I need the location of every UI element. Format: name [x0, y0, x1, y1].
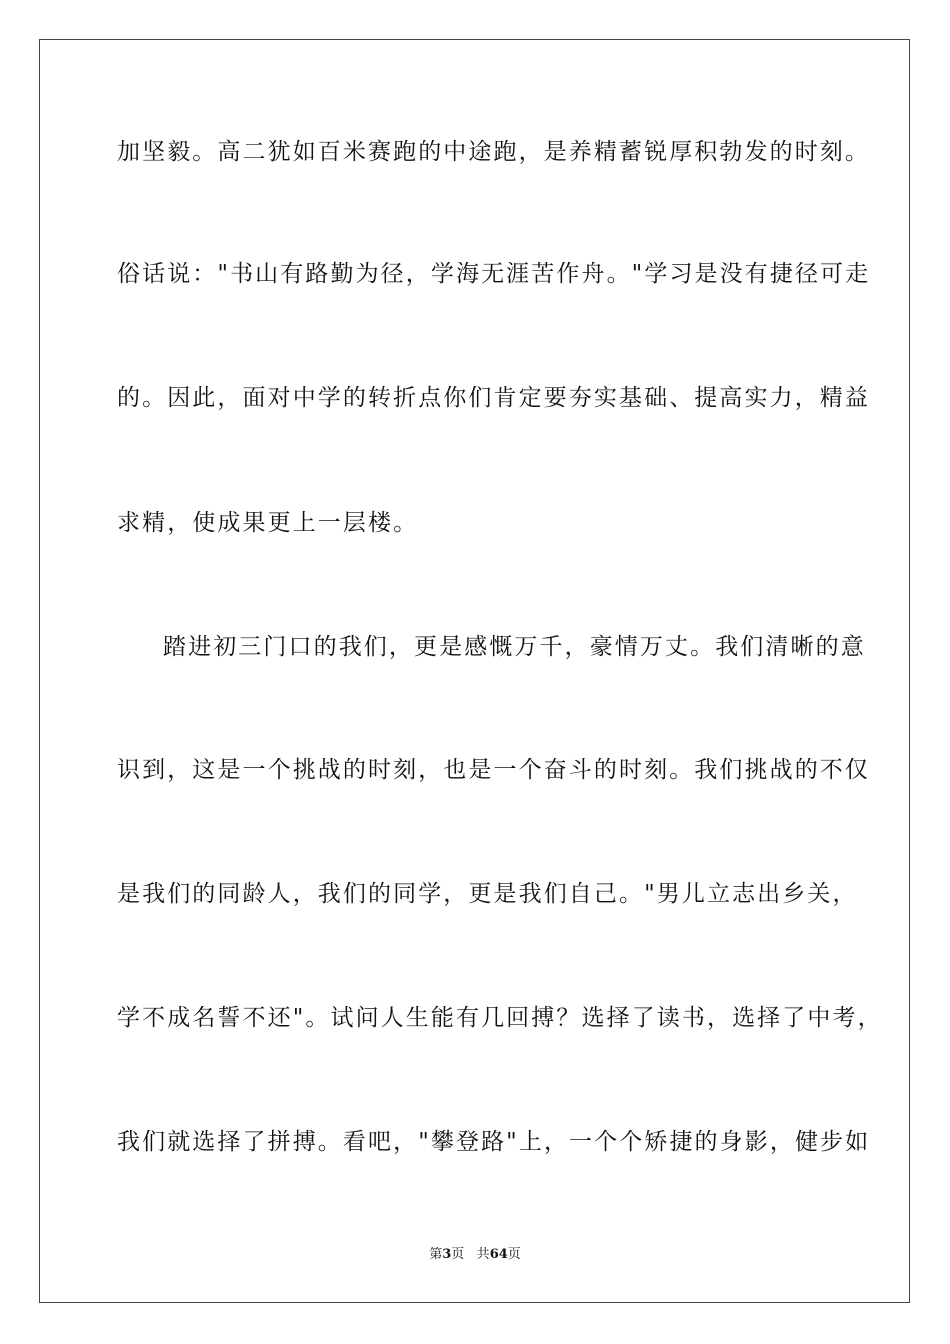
text-line-3: 的。因此，面对中学的转折点你们肯定要夯实基础、提高实力，精益	[117, 385, 870, 411]
text-line-5: 踏进初三门口的我们，更是感慨万千，豪情万丈。我们清晰的意	[163, 634, 866, 660]
page-number: 3	[442, 1247, 452, 1262]
text-line-8: 学不成名誓不还"。试问人生能有几回搏？选择了读书，选择了中考，	[117, 1005, 883, 1031]
text-line-1: 加坚毅。高二犹如百米赛跑的中途跑，是养精蓄锐厚积勃发的时刻。	[117, 139, 870, 165]
total-suffix: 页	[507, 1247, 521, 1262]
total-prefix: 共	[476, 1247, 490, 1262]
page-footer	[0, 1246, 950, 1264]
total-pages: 64	[489, 1247, 508, 1262]
text-line-7: 是我们的同龄人，我们的同学，更是我们自己。"男儿立志出乡关，	[117, 881, 858, 907]
page-prefix: 第	[429, 1247, 443, 1262]
text-line-4: 求精，使成果更上一层楼。	[117, 510, 419, 536]
text-line-9: 我们就选择了拼搏。看吧，"攀登路"上，一个个矫捷的身影，健步如	[117, 1129, 871, 1155]
page-suffix: 页	[451, 1247, 465, 1262]
page-border	[39, 39, 910, 1303]
text-line-2: 俗话说："书山有路勤为径，学海无涯苦作舟。"学习是没有捷径可走	[117, 261, 871, 287]
text-line-6: 识到，这是一个挑战的时刻，也是一个奋斗的时刻。我们挑战的不仅	[117, 757, 870, 783]
